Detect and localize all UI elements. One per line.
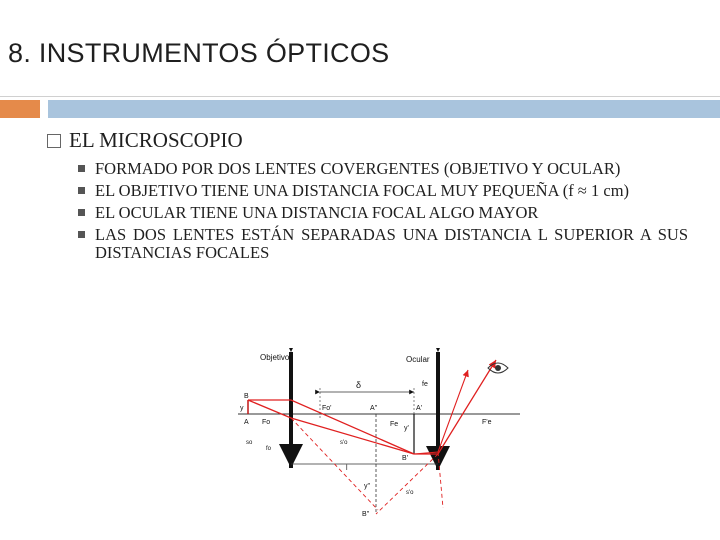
label-y: y (240, 405, 244, 412)
label-delta: δ (356, 380, 362, 390)
label-Fe-prime: F'e (482, 419, 492, 426)
square-bullet-icon (78, 209, 85, 216)
label-Fo-prime: Fo' (322, 405, 332, 412)
square-bullet-icon (78, 231, 85, 238)
section-heading (47, 128, 243, 153)
label-B-dprime: B'' (362, 511, 370, 518)
list-item (78, 226, 688, 262)
slide-title: 8. INSTRUMENTOS ÓPTICOS (8, 38, 390, 68)
section-heading-text: EL MICROSCOPIO (69, 128, 243, 152)
label-A-prime: A' (416, 405, 423, 412)
label-Fo: Fo (262, 419, 271, 426)
title-divider (0, 96, 720, 97)
checkbox-bullet-icon (47, 134, 61, 148)
label-y-dprime: y'' (364, 483, 371, 490)
label-ocular: Ocular (406, 355, 430, 364)
list-item (78, 160, 688, 178)
square-bullet-icon (78, 165, 85, 172)
label-A: A (244, 419, 249, 426)
label-B-prime: B' (402, 455, 409, 462)
ray-7 (438, 452, 443, 508)
microscope-ray-diagram (228, 348, 528, 520)
label-l: l (346, 465, 348, 472)
label-so-prime: s'o (340, 440, 348, 446)
ray-6 (376, 454, 438, 514)
label-y-prime: y' (404, 425, 409, 432)
accent-bar-blue (48, 100, 720, 118)
bullet-text: LAS DOS LENTES ESTÁN SEPARADAS UNA DISTANCIA L SUPERIOR A SUS DISTANCIAS FOCALES (95, 225, 688, 262)
label-objetivo: Objetivo (260, 353, 290, 362)
label-B: B (244, 393, 249, 400)
accent-bar-orange (0, 100, 40, 118)
label-fe: fe (422, 381, 428, 388)
label-se: s'o (406, 490, 414, 496)
bullet-text: EL OBJETIVO TIENE UNA DISTANCIA FOCAL MUY PEQUEÑA (f ≈ 1 cm) (95, 181, 630, 200)
label-fo: fo (266, 446, 272, 452)
bullet-text: FORMADO POR DOS LENTES COVERGENTES (OBJETIVO Y OCULAR) (95, 159, 621, 178)
label-so: so (246, 440, 253, 446)
list-item (78, 182, 688, 200)
bullet-text: EL OCULAR TIENE UNA DISTANCIA FOCAL ALGO MAYOR (95, 203, 539, 222)
label-A-dprime: A'' (370, 405, 378, 412)
square-bullet-icon (78, 187, 85, 194)
list-item (78, 204, 688, 222)
bullet-list (78, 160, 688, 266)
label-Fe: Fe (390, 421, 399, 428)
